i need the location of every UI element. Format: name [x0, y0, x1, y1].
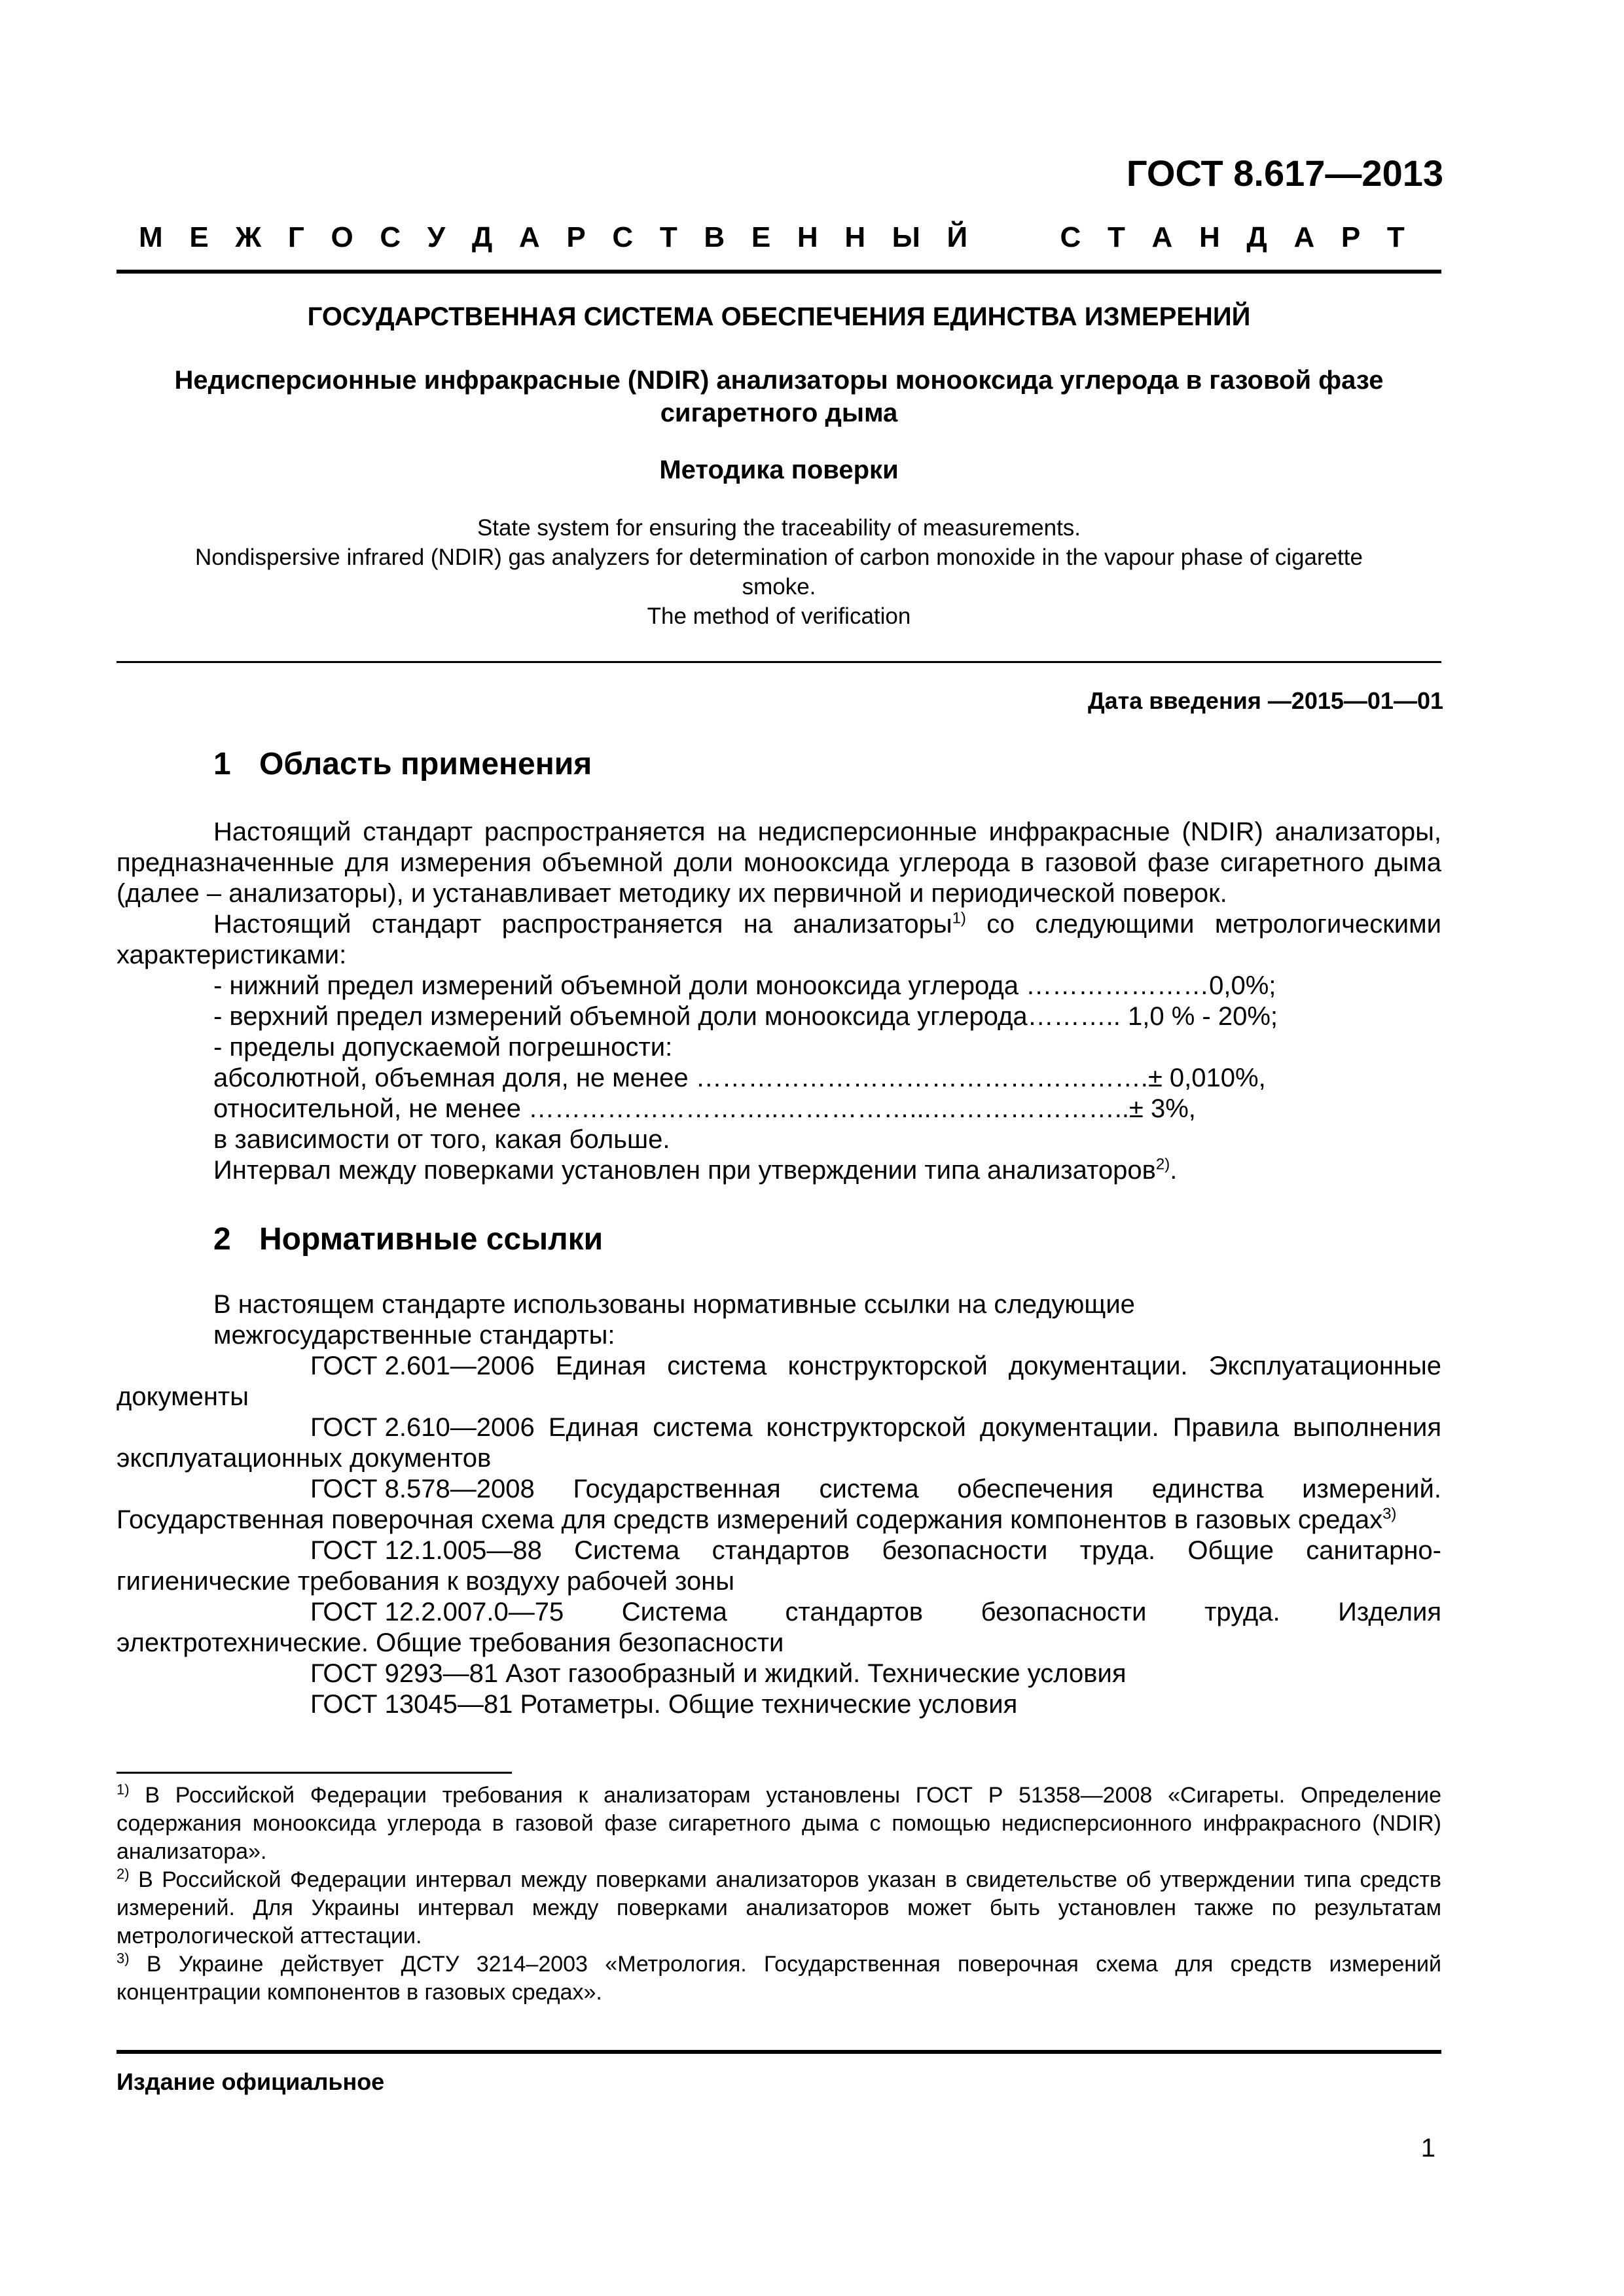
page-number: 1 [1420, 2134, 1435, 2162]
subject-title-line2: сигаретного дыма [660, 399, 898, 427]
english-title [117, 513, 1441, 631]
banner-letter: Р [1341, 221, 1361, 253]
footnote-mark: 1) [117, 1781, 130, 1798]
english-title-line1: State system for ensuring the traceability of measurements. [477, 515, 1081, 541]
reference-title: Система стандартов безопасности труда. Изделия электротехнические. Общие требования безопасности [117, 1598, 1441, 1657]
reference-code: ГОСТ 2.601—2006 [310, 1352, 535, 1380]
absolute-error-item: абсолютной, объемная доля, не менее …………………………………………….± 0,010%, [213, 1064, 1266, 1092]
reference-code: ГОСТ 9293—81 [310, 1659, 499, 1688]
banner-word-gap [994, 221, 1034, 254]
official-edition-label: Издание официальное [117, 2068, 385, 2095]
upper-limit-item: - верхний предел измерений объемной доли монооксида углерода……….. 1,0 % - 20%; [213, 1002, 1278, 1031]
characteristics-text-a: Настоящий стандарт распространяется на анализаторы [213, 910, 952, 939]
section-1-title: Область применения [259, 747, 592, 781]
footnote-text: В Российской Федерации интервал между поверками анализаторов указан в свидетельстве об утверждении типа средств измерений. Для Украины интервал между поверками анализаторов может быть установлен также по результатам метрологической аттестации. [117, 1867, 1441, 1948]
gost-number: ГОСТ 8.617—2013 [1126, 152, 1443, 194]
banner-letter: С [612, 221, 634, 253]
banner-letter: Т [1386, 221, 1405, 253]
date-of-introduction: Дата введения —2015—01—01 [1087, 687, 1443, 714]
banner-letter: Е [189, 221, 209, 253]
characteristics-paragraph [117, 909, 1441, 971]
section-1-number: 1 [213, 747, 231, 781]
reference-title: Единая система конструкторской документации. Правила выполнения эксплуатационных документов [117, 1413, 1441, 1473]
banner-letter: Т [1107, 221, 1125, 253]
footnote-item [117, 1866, 1441, 1950]
banner-letter: С [1060, 221, 1081, 253]
banner-letter: В [704, 221, 725, 253]
subject-title [117, 364, 1441, 429]
footnote-ref-1: 1) [952, 909, 966, 927]
section-1-body [117, 817, 1441, 1186]
english-title-line3: smoke. [742, 574, 816, 600]
whichever-greater-item: в зависимости от того, какая больше. [213, 1125, 670, 1154]
reference-item [117, 1689, 1441, 1720]
section-1-heading [213, 746, 592, 782]
banner-letter: Г [287, 221, 304, 253]
interval-end: . [1170, 1156, 1178, 1185]
footnote-text: В Российской Федерации требования к анализаторам установлены ГОСТ Р 51358—2008 «Сигареты. Определение содержания монооксида углерода в газовой фазе сигаретного дыма с помощью недисперсионного инфракрасного (NDIR) анализатора». [117, 1783, 1441, 1864]
english-title-line2: Nondispersive infrared (NDIR) gas analyzers for determination of carbon monoxide in the vapour phase of cigarette [195, 545, 1363, 570]
english-title-line4: The method of verification [647, 603, 911, 629]
banner-letter: У [427, 221, 446, 253]
reference-code: ГОСТ 8.578—2008 [310, 1475, 535, 1503]
banner-letter: М [139, 221, 163, 253]
banner-letter: Е [751, 221, 771, 253]
banner-letter: Д [471, 221, 493, 253]
reference-code: ГОСТ 12.2.007.0—75 [310, 1598, 564, 1626]
reference-code: ГОСТ 12.1.005—88 [310, 1536, 542, 1565]
reference-item [117, 1597, 1441, 1659]
banner-letter: С [380, 221, 401, 253]
banner-letter: А [1293, 221, 1315, 253]
section-2-title: Нормативные ссылки [259, 1222, 604, 1257]
reference-item [117, 1474, 1441, 1535]
banner-letter: О [331, 221, 353, 253]
scope-paragraph: Настоящий стандарт распространяется на недисперсионные инфракрасные (NDIR) анализаторы, предназначенные для измерения объемной доли монооксида углерода в газовой фазе сигаретного дыма (далее – анализаторы), и устанавливает методику их первичной и периодической поверок. [117, 817, 1441, 908]
footnote-text: В Украине действует ДСТУ 3214–2003 «Метрология. Государственная поверочная схема для средств измерений концентрации компонентов в газовых средах». [117, 1952, 1441, 2005]
lower-limit-item: - нижний предел измерений объемной доли монооксида углерода …………………0,0%; [213, 971, 1276, 1000]
method-title: Методика поверки [659, 456, 899, 484]
reference-item [117, 1351, 1441, 1412]
system-title: ГОСУДАРСТВЕННАЯ СИСТЕМА ОБЕСПЕЧЕНИЯ ЕДИНСТВА ИЗМЕРЕНИЙ [307, 302, 1251, 331]
reference-title: Азот газообразный и жидкий. Технические условия [505, 1659, 1127, 1688]
reference-title: Ротаметры. Общие технические условия [520, 1690, 1018, 1719]
verification-interval-paragraph [117, 1155, 1441, 1186]
banner-letter: Р [566, 221, 586, 253]
section-2-body [117, 1289, 1441, 1720]
banner-letter: А [518, 221, 540, 253]
relative-error-item: относительной, не менее ………………………..……………...…………………..± 3%, [213, 1094, 1196, 1123]
banner-letter: А [1151, 221, 1173, 253]
banner-letter: Н [797, 221, 818, 253]
footnote-ref-2: 2) [1155, 1155, 1170, 1174]
reference-title: Система стандартов безопасности труда. Общие санитарно-гигиенические требования к воздуху рабочей зоны [117, 1536, 1441, 1596]
references-list [117, 1351, 1441, 1720]
section-2-number: 2 [213, 1222, 231, 1257]
reference-item [117, 1535, 1441, 1597]
subject-title-line1: Недисперсионные инфракрасные (NDIR) анализаторы монооксида углерода в газовой фазе [174, 366, 1384, 395]
banner-letter: Д [1246, 221, 1267, 253]
reference-code: ГОСТ 13045—81 [310, 1690, 513, 1719]
footer-rule [117, 2050, 1441, 2054]
references-intro-line1: В настоящем стандарте использованы нормативные ссылки на следующие [213, 1290, 1135, 1319]
footnote-mark: 2) [117, 1865, 130, 1882]
banner-letter: Н [1199, 221, 1220, 253]
characteristics-text-b: со следующими метрологическими характеристиками: [117, 910, 1441, 969]
error-limits-item: - пределы допускаемой погрешности: [213, 1033, 673, 1062]
footnote-mark: 3) [117, 1950, 130, 1967]
title-rule [117, 661, 1441, 663]
reference-title: Государственная система обеспечения единства измерений. Государственная поверочная схема для средств измерений содержания компонентов в газовых средах [117, 1475, 1441, 1534]
interstate-standard-banner [139, 221, 1405, 254]
reference-code: ГОСТ 2.610—2006 [310, 1413, 535, 1442]
interval-text: Интервал между поверками установлен при утверждении типа анализаторов [213, 1156, 1156, 1185]
banner-letter: Н [844, 221, 866, 253]
banner-letter: Т [659, 221, 677, 253]
footnote-ref-3: 3) [1382, 1505, 1397, 1523]
footnote-rule [117, 1772, 512, 1774]
header-rule [117, 270, 1441, 274]
references-intro-line2: межгосударственные стандарты: [213, 1321, 615, 1350]
section-2-heading [213, 1221, 603, 1257]
reference-title: Единая система конструкторской документации. Эксплуатационные документы [117, 1352, 1441, 1411]
banner-letter: Ж [235, 221, 262, 253]
banner-letter: Ы [892, 221, 920, 253]
footnotes [117, 1782, 1441, 2007]
reference-item [117, 1412, 1441, 1474]
reference-item [117, 1659, 1441, 1689]
footnote-item [117, 1950, 1441, 2007]
footnote-item [117, 1782, 1441, 1866]
banner-letter: Й [947, 221, 968, 253]
